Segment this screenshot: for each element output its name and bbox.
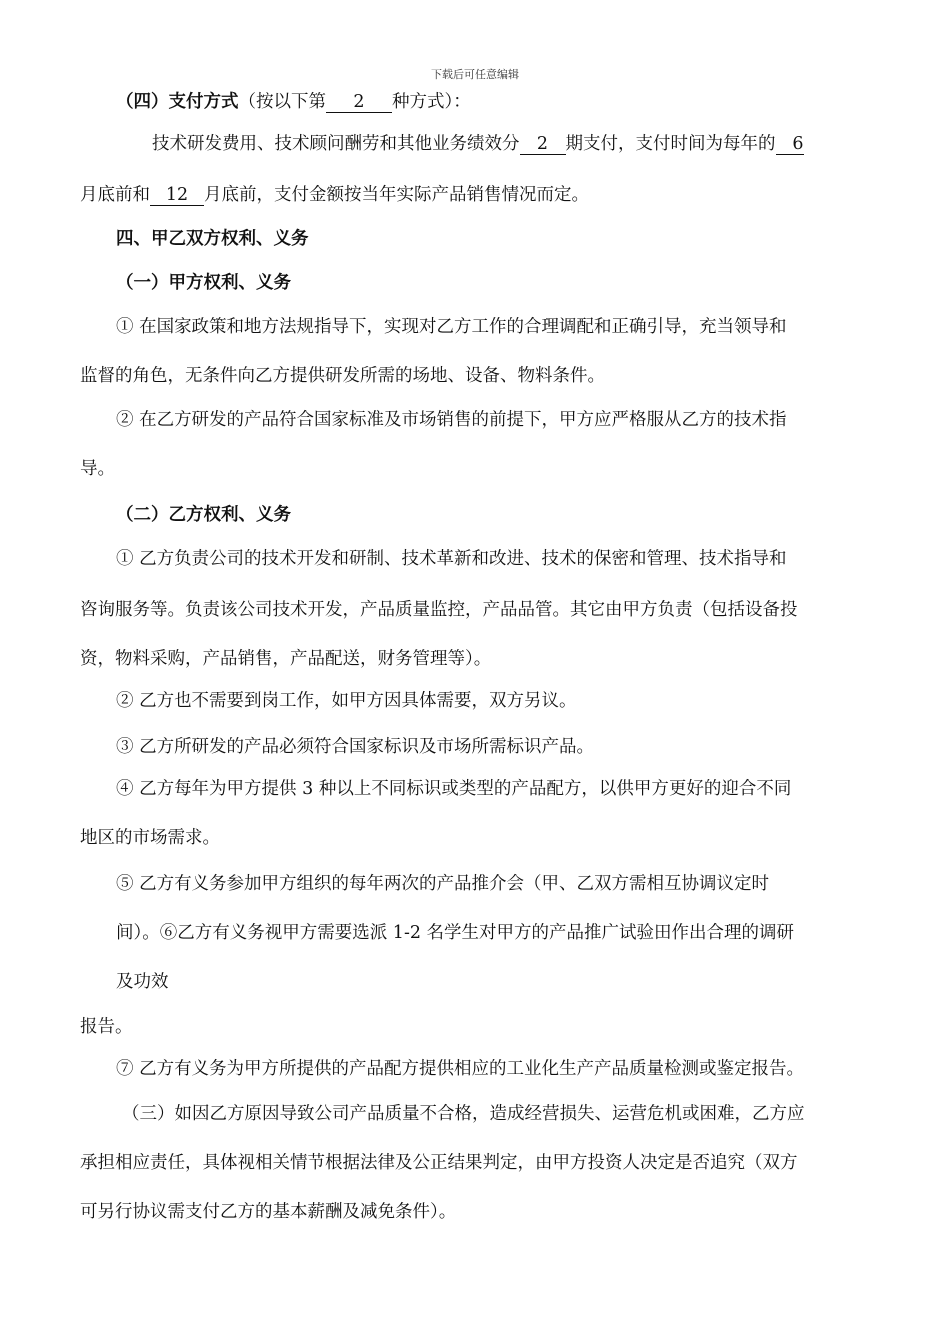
payment-line2-suffix: 月底前，支付金额按当年实际产品销售情况而定。 [204,185,589,205]
payment-method-number: 2 [326,92,392,113]
partyB-item5-line1: ⑤ 乙方有义务参加甲方组织的每年两次的产品推介会（甲、乙双方需相互协调议定时 [116,874,770,894]
partyB-item3: ③ 乙方所研发的产品必须符合国家标识及市场所需标识产品。 [116,737,595,757]
partyB-item1-line1: ① 乙方负责公司的技术开发和研制、技术革新和改进、技术的保密和管理、技术指导和 [116,549,787,569]
partyA-item1-line2: 监督的角色，无条件向乙方提供研发所需的场地、设备、物料条件。 [80,366,605,386]
section4-title: 四、甲乙双方权利、义务 [116,229,309,249]
partyB-item4-line2: 地区的市场需求。 [80,828,220,848]
partyB-title: （二）乙方权利、义务 [116,505,291,525]
partyB-item1-line3: 资，物料采购，产品销售，产品配送，财务管理等）。 [80,649,492,669]
payment-line-2 [80,184,589,206]
partyB-item5-line4: 报告。 [80,1017,133,1037]
partyB-item7: ⑦ 乙方有义务为甲方所提供的产品配方提供相应的工业化生产产品质量检测或鉴定报告。 [116,1059,805,1079]
payment-heading [116,91,471,113]
liability-line1: （三）如因乙方原因导致公司产品质量不合格，造成经营损失、运营危机或困难，乙方应 [122,1104,805,1124]
partyA-item2-line1: ② 在乙方研发的产品符合国家标准及市场销售的前提下，甲方应严格服从乙方的技术指 [116,410,787,430]
payment-line1-mid: 期支付，支付时间为每年的 [565,134,776,154]
partyB-item1-line2: 咨询服务等。负责该公司技术开发，产品质量监控，产品品管。其它由甲方负责（包括设备投 [80,600,798,620]
partyB-item2: ② 乙方也不需要到岗工作，如甲方因具体需要，双方另议。 [116,691,577,711]
partyA-item1-line1: ① 在国家政策和地方法规指导下，实现对乙方工作的合理调配和正确引导，充当领导和 [116,317,787,337]
payment-line-1 [152,133,804,155]
liability-line2: 承担相应责任，具体视相关情节根据法律及公正结果判定，由甲方投资人决定是否追究（双方 [80,1153,798,1173]
payment-month-2: 12 [150,185,204,206]
liability-line3: 可另行协议需支付乙方的基本薪酬及减免条件）。 [80,1202,457,1222]
partyA-item2-line2: 导。 [80,459,115,479]
payment-line1-prefix: 技术研发费用、技术顾问酬劳和其他业务绩效分 [152,134,520,154]
payment-title: （四）支付方式 [116,92,239,112]
payment-line2-prefix: 月底前和 [80,185,150,205]
page-header: 下载后可任意编辑 [431,68,519,81]
partyA-title: （一）甲方权利、义务 [116,273,291,293]
partyB-item5-line3: 及功效 [116,972,169,992]
partyB-item5-line2: 间）。⑥乙方有义务视甲方需要选派 1-2 名学生对甲方的产品推广试验田作出合理的调研 [116,923,795,943]
payment-month-1: 6 [776,134,804,155]
partyB-item4-line1: ④ 乙方每年为甲方提供 3 种以上不同标识或类型的产品配方，以供甲方更好的迎合不同 [116,779,792,799]
payment-note-suffix: 种方式）： [392,92,471,112]
payment-periods: 2 [520,134,566,155]
payment-note-prefix: （按以下第 [238,92,326,112]
